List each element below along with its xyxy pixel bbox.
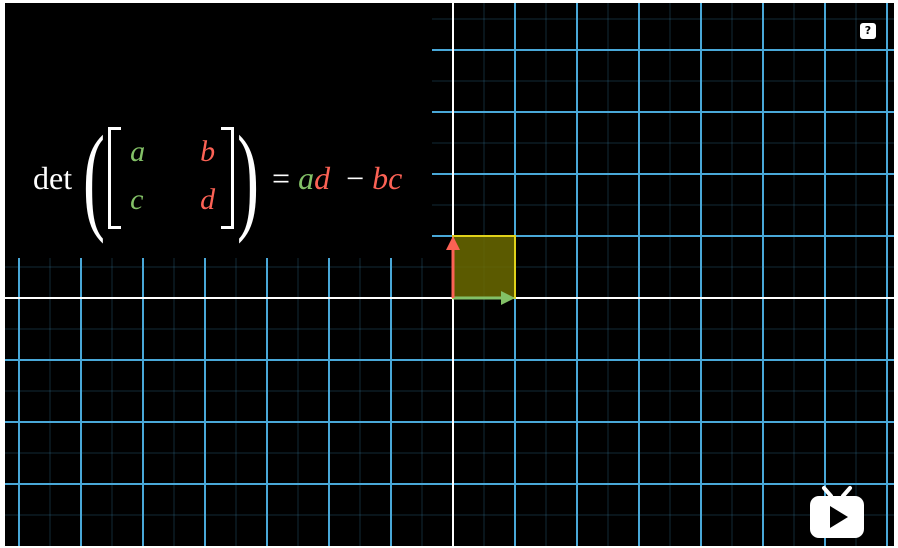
matrix-entry-c: c xyxy=(130,183,144,216)
determinant-area-square xyxy=(453,236,515,298)
rhs-b: b xyxy=(372,159,389,196)
matrix-left-bracket xyxy=(108,127,121,229)
video-player[interactable] xyxy=(5,3,894,546)
help-icon[interactable]: ? xyxy=(860,23,876,39)
matrix-entry-b: b xyxy=(200,135,216,168)
rhs-c: c xyxy=(388,159,403,196)
bilibili-tv-icon[interactable] xyxy=(808,484,866,540)
matrix-entry-d: d xyxy=(200,183,216,216)
rhs-d: d xyxy=(314,159,331,196)
matrix-right-bracket xyxy=(221,127,234,229)
matrix xyxy=(108,127,234,229)
rhs-a: a xyxy=(298,159,315,196)
determinant-formula xyxy=(33,113,402,243)
right-paren: ) xyxy=(237,111,260,244)
det-label: det xyxy=(33,159,73,196)
minus-sign: − xyxy=(346,159,365,196)
left-paren: ( xyxy=(83,111,106,244)
matrix-entry-a: a xyxy=(130,135,146,168)
formula-rhs xyxy=(272,160,402,197)
equals-sign: = xyxy=(272,159,291,196)
